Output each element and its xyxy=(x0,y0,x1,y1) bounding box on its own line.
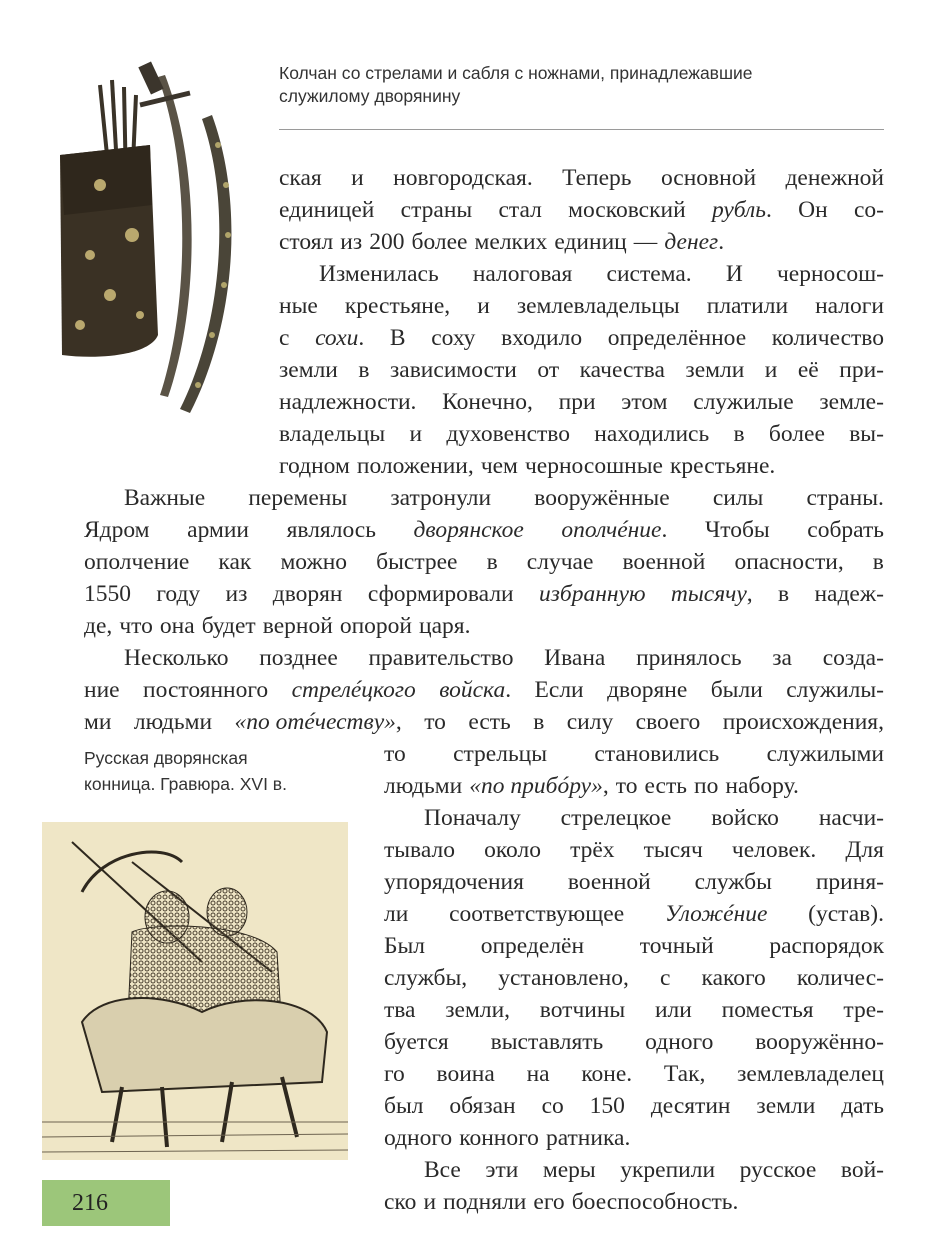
text-line xyxy=(384,994,884,1026)
word: надлежности. xyxy=(279,389,417,415)
word: ратника. xyxy=(545,1125,631,1151)
word: ополчéние. xyxy=(561,517,668,543)
word: земли xyxy=(756,1093,816,1119)
text-line xyxy=(279,418,884,450)
word: распорядок xyxy=(769,933,884,959)
word: позднее xyxy=(259,645,338,671)
text-line xyxy=(279,290,884,322)
word: людьми xyxy=(133,709,213,735)
word: новгородская. xyxy=(393,165,533,191)
word: ская xyxy=(279,165,322,191)
word: землевладельцы xyxy=(516,293,680,319)
caption-line: Колчан со стрелами и сабля с ножнами, принадлежавшие xyxy=(279,63,753,83)
word: случае xyxy=(526,549,594,575)
word: мелких xyxy=(474,229,548,255)
word: единиц xyxy=(554,229,627,255)
word: её xyxy=(797,357,819,383)
word: поместья xyxy=(721,997,814,1023)
word: стрельцы xyxy=(453,741,548,767)
word: входило xyxy=(501,325,583,351)
word: Так, xyxy=(663,1061,706,1087)
word: коне. xyxy=(581,1061,633,1087)
word: сформировали xyxy=(367,581,514,607)
word: военной xyxy=(567,869,651,895)
word: служилые xyxy=(693,389,794,415)
word: насчи- xyxy=(818,805,884,831)
word: 200 xyxy=(369,229,405,255)
word: стрелецкое xyxy=(560,805,672,831)
word: (устав). xyxy=(808,901,884,927)
word: землевладелец xyxy=(737,1061,884,1087)
word: вой- xyxy=(840,1157,884,1183)
word: Конечно, xyxy=(442,389,533,415)
word: или xyxy=(654,997,692,1023)
word: ли xyxy=(384,901,409,927)
word: были xyxy=(710,677,763,703)
word: в xyxy=(733,421,745,447)
word: рубль. xyxy=(711,197,772,223)
word: определённое xyxy=(607,325,747,351)
word: армии xyxy=(187,517,250,543)
word: со xyxy=(541,1093,564,1119)
word: «по отéчеству», xyxy=(234,709,402,735)
word: вы- xyxy=(849,421,884,447)
word: своего xyxy=(635,709,701,735)
word: служилыми xyxy=(766,741,884,767)
word: Был xyxy=(384,933,426,959)
text-line xyxy=(424,1154,884,1186)
word: качества xyxy=(579,357,665,383)
caption-line: конница. Гравюра. XVI в. xyxy=(84,774,287,794)
word: точный xyxy=(639,933,714,959)
word: при- xyxy=(839,357,884,383)
word: русское xyxy=(739,1157,817,1183)
text-line xyxy=(124,482,884,514)
word: человек. xyxy=(731,837,817,863)
word: ные xyxy=(279,293,318,319)
word: опасности, xyxy=(734,549,844,575)
word: есть xyxy=(468,709,511,735)
word: из xyxy=(340,229,363,255)
word: черносошные xyxy=(524,453,663,479)
text-line xyxy=(279,322,884,354)
word: установлено, xyxy=(498,965,629,991)
word: более xyxy=(768,421,825,447)
punctuation: . xyxy=(358,325,365,351)
text-line xyxy=(279,450,775,482)
word: Уложéние xyxy=(664,901,768,927)
word: Теперь xyxy=(562,165,632,191)
word: дать xyxy=(841,1093,884,1119)
text-line xyxy=(384,866,884,898)
text-line xyxy=(384,962,884,994)
word: страны. xyxy=(806,485,884,511)
text-line xyxy=(384,770,799,802)
word: из xyxy=(225,581,248,607)
text-line xyxy=(384,898,884,930)
word: черносош- xyxy=(776,261,884,287)
word: меры xyxy=(542,1157,596,1183)
word: правительство xyxy=(368,645,514,671)
word: верной xyxy=(262,613,333,639)
word: земли xyxy=(685,357,745,383)
word: ми xyxy=(84,709,112,735)
word: собрать xyxy=(807,517,884,543)
word: в xyxy=(358,357,370,383)
word: тысячу, xyxy=(670,581,753,607)
word: владельцы xyxy=(279,421,386,447)
word: людьми xyxy=(384,773,463,799)
word: обязан xyxy=(449,1093,516,1119)
text-line xyxy=(279,386,884,418)
word: земли xyxy=(279,357,338,383)
word: являлось xyxy=(286,517,376,543)
quiver-and-sabre-illustration xyxy=(40,55,280,425)
text-line xyxy=(384,1090,884,1122)
word: в xyxy=(777,581,790,607)
word: есть xyxy=(644,773,687,799)
word: годном xyxy=(279,453,350,479)
word: соху xyxy=(431,325,476,351)
text-line xyxy=(84,578,884,610)
word: земли, xyxy=(445,997,511,1023)
word: Чтобы xyxy=(704,517,770,543)
word: принялось xyxy=(636,645,742,671)
word: трёх xyxy=(570,837,615,863)
text-line xyxy=(279,226,724,258)
word: Ивана xyxy=(544,645,606,671)
text-line xyxy=(319,258,884,290)
word: подняли xyxy=(443,1189,527,1215)
word: она xyxy=(159,613,195,639)
word: крестьяне. xyxy=(670,453,776,479)
word: тывало xyxy=(384,837,455,863)
text-line xyxy=(384,834,884,866)
word: московский xyxy=(568,197,686,223)
word: выставлять xyxy=(490,1029,604,1055)
word: ополчение xyxy=(84,549,190,575)
word: И xyxy=(725,261,743,287)
punctuation: , xyxy=(602,773,609,799)
text-line xyxy=(384,1186,738,1218)
word: укрепили xyxy=(620,1157,716,1183)
word: набору. xyxy=(725,773,799,799)
word: царя. xyxy=(419,613,471,639)
word: со- xyxy=(853,197,884,223)
word: одного xyxy=(645,1029,714,1055)
word: более xyxy=(411,229,468,255)
word: военной xyxy=(622,549,706,575)
word: стал xyxy=(498,197,542,223)
word: Поначалу xyxy=(424,805,521,831)
text-line xyxy=(384,738,884,770)
text-line xyxy=(384,1122,630,1154)
word: конного xyxy=(459,1125,539,1151)
word: Важные xyxy=(124,485,206,511)
word: количес- xyxy=(796,965,884,991)
word: надеж- xyxy=(814,581,884,607)
page-number-badge xyxy=(42,1180,170,1226)
word: этом xyxy=(621,389,668,415)
word: и xyxy=(764,357,778,383)
word: службы, xyxy=(384,965,468,991)
word: в xyxy=(533,709,545,735)
word: вооружённые xyxy=(534,485,670,511)
word: тре- xyxy=(843,997,884,1023)
word: служилы- xyxy=(786,677,884,703)
text-line xyxy=(384,1058,884,1090)
word: количество xyxy=(771,325,884,351)
punctuation: . xyxy=(718,229,725,255)
word: Ядром xyxy=(84,517,150,543)
text-line xyxy=(124,642,884,674)
word: Если xyxy=(534,677,584,703)
text-line xyxy=(384,930,884,962)
word: положении, xyxy=(356,453,474,479)
word: и xyxy=(477,293,490,319)
word: по xyxy=(694,773,719,799)
punctuation: . xyxy=(505,677,512,703)
word: избранную xyxy=(538,581,646,607)
cavalry-engraving-illustration xyxy=(42,822,348,1160)
word: то xyxy=(615,773,638,799)
word: и xyxy=(351,165,364,191)
word: денег. xyxy=(664,229,725,255)
text-line xyxy=(384,1026,884,1058)
word: воина xyxy=(436,1061,495,1087)
word: около xyxy=(484,837,541,863)
word: за xyxy=(772,645,792,671)
figure-caption-cavalry xyxy=(84,745,354,797)
word: денежной xyxy=(785,165,884,191)
word: сохи. xyxy=(315,325,365,351)
word: будет xyxy=(201,613,256,639)
word: страны xyxy=(400,197,473,223)
word: основной xyxy=(660,165,757,191)
word: вооружённо- xyxy=(755,1029,884,1055)
word: ние xyxy=(84,677,120,703)
punctuation: . xyxy=(661,517,668,543)
word: буется xyxy=(384,1029,449,1055)
word: при xyxy=(558,389,596,415)
word: упорядочения xyxy=(384,869,524,895)
word: Он xyxy=(798,197,828,223)
word: что xyxy=(119,613,153,639)
text-line xyxy=(84,610,471,642)
text-line xyxy=(424,802,884,834)
word: тысяч xyxy=(643,837,703,863)
word: перемены xyxy=(248,485,348,511)
word: Несколько xyxy=(124,645,229,671)
word: году xyxy=(156,581,201,607)
word: платили xyxy=(706,293,789,319)
figure-caption-quiver xyxy=(279,62,899,108)
text-line xyxy=(84,546,884,578)
caption-divider xyxy=(279,129,884,130)
word: его xyxy=(533,1189,565,1215)
word: то xyxy=(384,741,406,767)
word: опорой xyxy=(339,613,412,639)
word: система. xyxy=(606,261,692,287)
text-line xyxy=(84,514,884,546)
word: созда- xyxy=(822,645,884,671)
word: и xyxy=(423,1189,437,1215)
text-line xyxy=(84,674,884,706)
word: как xyxy=(218,549,252,575)
punctuation: , xyxy=(395,709,402,735)
word: дворяне xyxy=(607,677,688,703)
word: духовенство xyxy=(446,421,570,447)
word: в xyxy=(872,549,884,575)
word: стоял xyxy=(279,229,334,255)
word: стрелéцкого xyxy=(291,677,416,703)
word: 1550 xyxy=(84,581,131,607)
word: одного xyxy=(384,1125,453,1151)
punctuation: , xyxy=(746,581,753,607)
caption-line: служилому дворянину xyxy=(279,86,461,106)
word: Все xyxy=(424,1157,461,1183)
word: го xyxy=(384,1061,405,1087)
word: то xyxy=(424,709,446,735)
word: дворян xyxy=(272,581,343,607)
word: был xyxy=(384,1093,424,1119)
word: находились xyxy=(594,421,710,447)
word: соответствующее xyxy=(449,901,625,927)
word: дворянское xyxy=(413,517,524,543)
word: с xyxy=(279,325,290,351)
word: и xyxy=(409,421,423,447)
word: можно xyxy=(280,549,348,575)
word: происхождения, xyxy=(722,709,884,735)
word: какого xyxy=(701,965,766,991)
word: 150 xyxy=(589,1093,625,1119)
word: Для xyxy=(845,837,884,863)
word: Изменилась xyxy=(319,261,439,287)
text-line xyxy=(279,194,884,226)
word: от xyxy=(537,357,560,383)
word: В xyxy=(389,325,406,351)
word: налоги xyxy=(815,293,884,319)
word: силы xyxy=(712,485,764,511)
word: десятин xyxy=(650,1093,731,1119)
word: на xyxy=(526,1061,550,1087)
word: с xyxy=(659,965,671,991)
word: чем xyxy=(480,453,518,479)
word: единицей xyxy=(279,197,375,223)
word: крестьяне, xyxy=(344,293,451,319)
word: определён xyxy=(480,933,585,959)
word: «по прибóру», xyxy=(469,773,609,799)
word: силу xyxy=(566,709,614,735)
word: вотчины xyxy=(539,997,626,1023)
word: земле- xyxy=(819,389,884,415)
word: в xyxy=(486,549,498,575)
word: де, xyxy=(84,613,113,639)
word: эти xyxy=(485,1157,519,1183)
word: становились xyxy=(594,741,720,767)
word: затронули xyxy=(390,485,492,511)
page-number: 216 xyxy=(72,1189,108,1216)
word: постоянного xyxy=(143,677,269,703)
word: войско xyxy=(711,805,779,831)
word: зависимости xyxy=(390,357,517,383)
text-line xyxy=(279,354,884,386)
word: быстрее xyxy=(376,549,458,575)
word: — xyxy=(633,229,658,255)
punctuation: . xyxy=(765,197,772,223)
word: приня- xyxy=(815,869,884,895)
text-line xyxy=(279,162,884,194)
word: налоговая xyxy=(472,261,573,287)
text-line xyxy=(84,706,884,738)
word: боеспособность. xyxy=(571,1189,739,1215)
caption-line: Русская дворянская xyxy=(84,748,248,768)
word: войска. xyxy=(439,677,512,703)
word: ско xyxy=(384,1189,417,1215)
word: службы xyxy=(694,869,772,895)
word: тва xyxy=(384,997,416,1023)
